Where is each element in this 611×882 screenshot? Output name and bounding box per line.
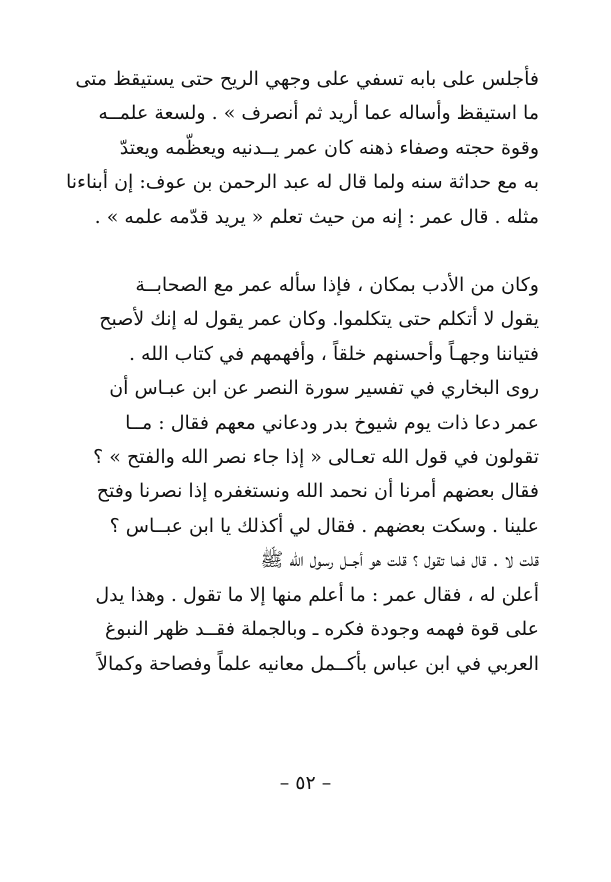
text-line: على قوة فهمه وجودة فكره ـ وبالجملة فقــد ظهر النبوغ xyxy=(104,618,539,641)
text-line: علينا . وسكت بعضهم . فقال لي أكذلك يا ابن عبــاس ؟ xyxy=(109,514,539,537)
text-line: تقولون في قول الله تعـالى « إذا جاء نصر الله والفتح » ؟ xyxy=(93,446,539,469)
page-number: – ٥٢ – xyxy=(279,772,332,794)
text-line: عمر دعا ذات يوم شيوخ بدر ودعاني معهم فقال : مــا xyxy=(125,411,539,434)
text-line: العربي في ابن عباس بأكــمل معانيه علماً وفصاحة وكمالاً xyxy=(97,652,539,675)
paragraph-2 xyxy=(64,268,539,681)
text-line: روى البخاري في تفسير سورة النصر عن ابن عبـاس أن xyxy=(109,377,539,400)
paragraph-1 xyxy=(64,62,539,234)
text-line: ما استيقظ وأساله عما أريد ثم أنصرف » . ولسعة علمــه xyxy=(98,102,539,125)
text-line: به مع حداثة سنه ولما قال له عبد الرحمن بن عوف: إن أبناءنا xyxy=(65,171,539,194)
text-line: فقال بعضهم أمرنا أن نحمد الله ونستغفره إذا نصرنا وفتح xyxy=(96,480,539,503)
text-line: أعلن له ، فقال عمر : ما أعلم منها إلا ما تقول . وهذا يدل xyxy=(95,583,539,606)
paragraph-gap xyxy=(64,234,539,268)
text-line: فتياننا وجهـاً وأحسنهم خلقاً ، وأفهمهم في كتاب الله . xyxy=(128,342,539,365)
text-line: فأجلس على بابه تسفي على وجهي الريح حتى يستيقظ متى xyxy=(75,68,539,90)
text-line: مثله . قال عمر : إنه من حيث تعلم « يريد قدّمه علمه » . xyxy=(94,205,539,228)
text-line: يقول لا أتكلم حتى يتكلموا. وكان عمر يقول له إنك لأصبح xyxy=(99,308,539,331)
text-line: وكان من الأدب بمكان ، فإذا سأله عمر مع الصحابــة xyxy=(135,274,539,297)
text-line: وقوة حجته وصفاء ذهنه كان عمر يــدنيه ويعظّمه ويعتدّ xyxy=(119,136,539,159)
text-line: قلت لا . قال فما تقول ؟ قلت هو أجــل رسول الله ﷺ xyxy=(260,549,539,572)
